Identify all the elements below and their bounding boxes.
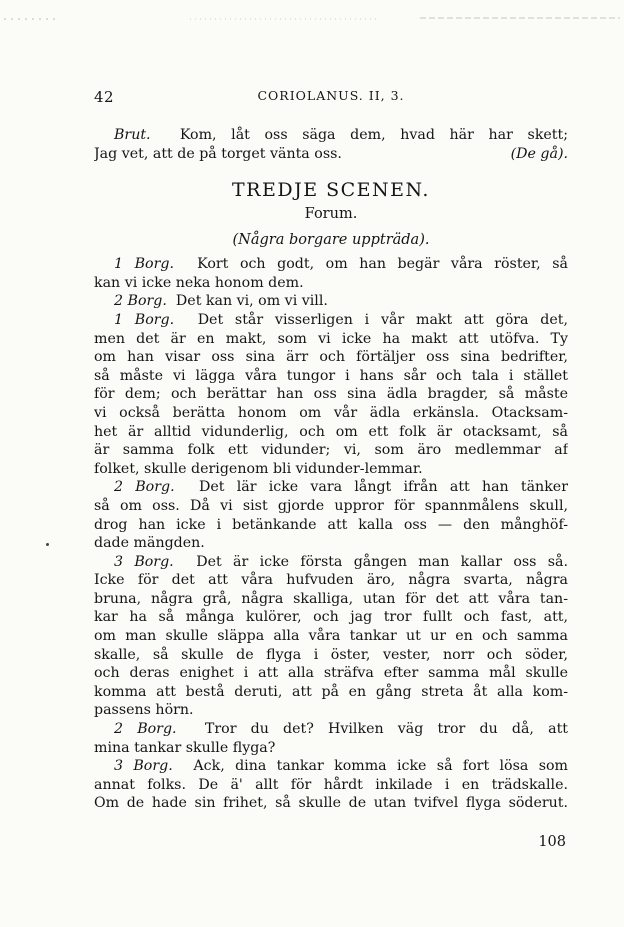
speaker-name: 3 Borg.	[114, 553, 174, 570]
text-line: 3 Borg. Det är icke första gången man kallar oss så.	[114, 553, 568, 570]
speaker-name: 3 Borg.	[114, 758, 173, 775]
text-line: dade mängden.	[94, 535, 205, 552]
text-line: Om de hade sin frihet, så skulle de utan tvifvel flyga söderut.	[94, 795, 568, 812]
top-edge-marks	[0, 14, 624, 24]
text-line: Brut. Kom, låt oss säga dem, hvad här har skett;	[114, 127, 568, 143]
text-line: komma att bestå deruti, att på en gång streta åt alla kom-	[94, 683, 568, 700]
text-line: om han visar oss sina ärr och förtäljer oss sina bedrifter,	[94, 349, 568, 366]
scene-title: TREDJE SCENEN.	[232, 179, 430, 202]
text-line: vi också berätta honom om vår ädla erkänsla. Otacksam-	[94, 404, 568, 421]
text-line: så måste vi lägga våra tungor i hans sår och tala i stället	[94, 367, 568, 384]
text-line: folket, skulle derigenom bli vidunder-lemmar.	[94, 460, 423, 477]
scene-direction: (Några borgare uppträda).	[232, 232, 430, 249]
speaker-name: 1 Borg.	[114, 311, 175, 328]
text-line: men det är en makt, som vi icke ha makt att utöfva. Ty	[94, 330, 568, 347]
running-title: CORIOLANUS. II, 3.	[257, 88, 405, 103]
text-line: 1 Borg. Kort och godt, om han begär våra röster, så	[114, 256, 568, 273]
text-line: 2 Borg. Tror du det? Hvilken väg tror du då, att	[114, 721, 568, 738]
text-line: bruna, några grå, några skalliga, utan för det att våra tan-	[94, 590, 568, 607]
signature-mark: 108	[538, 834, 566, 850]
ink-speck	[46, 543, 49, 546]
text-line: 2 Borg. Det kan vi, om vi vill.	[114, 293, 328, 310]
scene-place: Forum.	[304, 206, 358, 223]
text-line: kan vi icke neka honom dem.	[94, 274, 304, 291]
text-line: passens hörn.	[94, 702, 194, 719]
text-line: är samma folk ett vidunder; vi, som äro medlemmar af	[94, 442, 568, 459]
page-text	[94, 126, 568, 813]
text-line: och deras enighet i att alla sträfva efter samma mål skulle	[94, 665, 568, 682]
text-line: för dem; och berättar han oss sina ädla bragder, så måste	[94, 386, 568, 403]
text-line: drog han icke i betänkande att kalla oss — den månghöf-	[94, 516, 568, 533]
speaker-name: 2 Borg.	[114, 479, 175, 496]
stage-direction: (De gå).	[510, 145, 568, 162]
page-number: 42	[94, 88, 115, 106]
speaker-name: 1 Borg.	[114, 256, 174, 273]
page-header	[94, 88, 568, 108]
text-line: om man skulle släppa alla våra tankar ut ur en och samma	[94, 628, 568, 645]
text-line: Icke för det att våra hufvuden äro, några svarta, några	[94, 572, 568, 589]
text-line: annat folks. De ä' allt för hårdt inkilade i en trädskalle.	[94, 776, 568, 793]
text-line: Jag vet, att de på torget vänta oss. (De gå).	[94, 145, 568, 162]
text-line: 1 Borg. Det står visserligen i vår makt att göra det,	[114, 311, 568, 328]
text-line: kar ha så många kulörer, och jag tror fullt och fast, att,	[94, 609, 568, 626]
text-line: 3 Borg. Ack, dina tankar komma icke så fort lösa som	[114, 758, 568, 775]
speaker-name: Brut.	[114, 127, 151, 143]
text-line: 2 Borg. Det lär icke vara långt ifrån att han tänker	[114, 479, 568, 496]
text-line: het är alltid vidunderlig, och om ett folk är otacksamt, så	[94, 423, 568, 440]
text-line: skalle, så skulle de flyga i öster, vester, norr och söder,	[94, 646, 568, 663]
speaker-name: 2 Borg.	[114, 293, 167, 310]
speaker-name: 2 Borg.	[114, 721, 177, 738]
text-line: så om oss. Då vi sist gjorde uppror för spannmålens skull,	[94, 497, 568, 514]
text-line: mina tankar skulle flyga?	[94, 739, 276, 756]
